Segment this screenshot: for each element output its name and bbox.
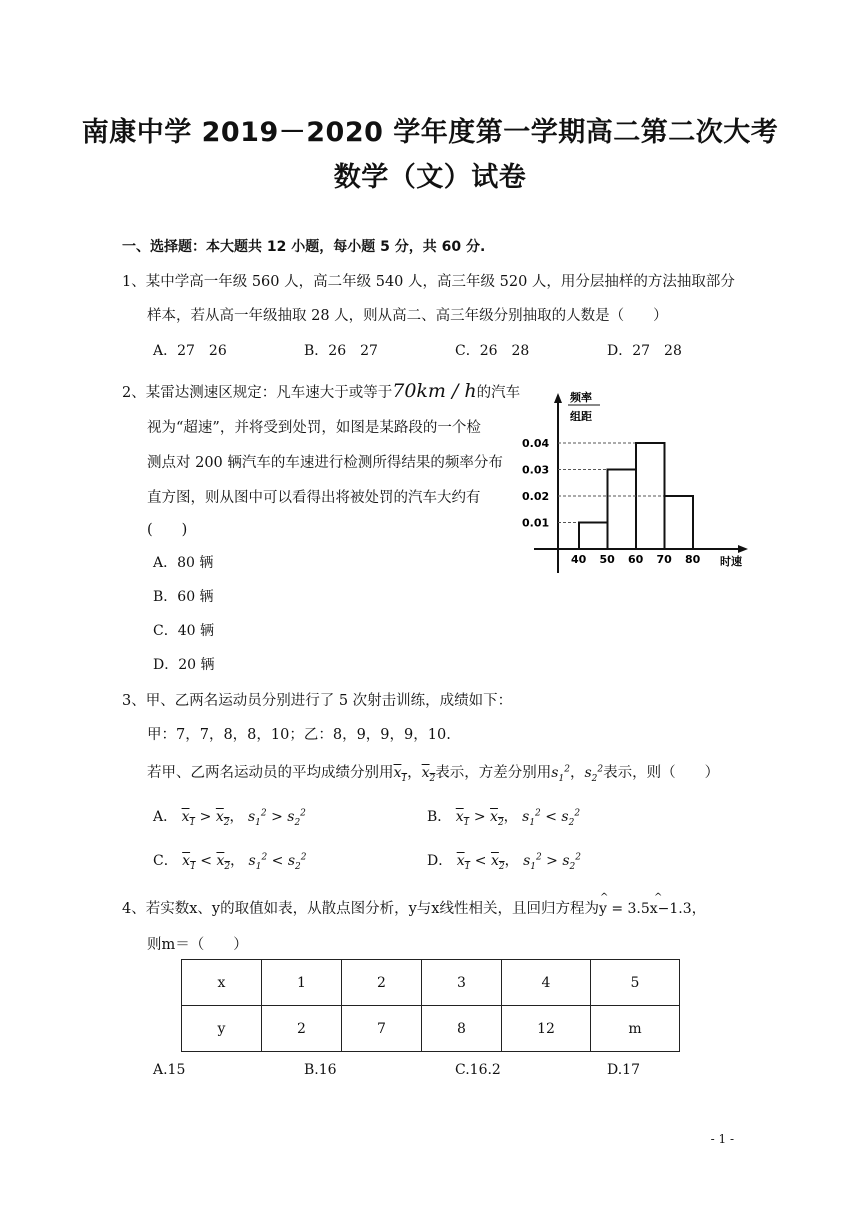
q1-option-b: B．26 27 <box>304 343 378 359</box>
q1-line1: 1、某中学高一年级 560 人，高二年级 540 人，高三年级 520 人，用分层抽样的方法抽取部分 <box>122 274 735 290</box>
table-cell: 1 <box>262 960 342 1006</box>
q3-line3-a: 若甲、乙两名运动员的平均成绩分别用 <box>147 765 394 781</box>
y-tick-label: 0.01 <box>522 516 550 530</box>
s2-sq: $s_2^2$ <box>584 764 604 784</box>
table-cell: 12 <box>502 1006 591 1052</box>
q1-option-a: A．27 26 <box>153 343 227 359</box>
chart-xlabel: 时速 <box>720 555 742 568</box>
q3-option-a: A． $x_1 > x_2$， $s_1^2 > s_2^2$ <box>153 808 306 828</box>
q4-line1-a: 4、若实数x、y的取值如表，从散点图分析，y与x线性相关，且回归方程为 <box>122 901 599 917</box>
q3-option-d: D． $x_1 < x_2$， $s_1^2 > s_2^2$ <box>427 852 582 872</box>
q4-line1-b: ， <box>691 901 707 917</box>
exam-title-line2: 数学（文）试卷 <box>333 162 527 193</box>
q2-option-d: D．20 辆 <box>153 657 215 673</box>
histogram-bar-1 <box>608 470 637 550</box>
q2-option-b: B．60 辆 <box>153 589 214 605</box>
q1-option-d: D．27 28 <box>607 343 682 359</box>
hat-x: ^ <box>653 892 663 903</box>
q3-line1: 3、甲、乙两名运动员分别进行了 5 次射击训练，成绩如下： <box>122 693 513 709</box>
histogram-bar-3 <box>665 496 694 549</box>
table-row-y <box>182 1006 680 1052</box>
q4-option-b: B.16 <box>304 1062 337 1078</box>
q3-option-b: B． $x_1 > x_2$， $s_1^2 < s_2^2$ <box>427 808 581 828</box>
x1-bar: $x_1$ <box>393 765 408 784</box>
chart-ylabel-bottom: 组距 <box>570 410 592 423</box>
q4-line2: 则m＝（ ） <box>147 937 248 953</box>
q1-line2: 样本，若从高一年级抽取 28 人，则从高二、高三年级分别抽取的人数是（ ） <box>147 308 668 324</box>
table-cell: m <box>591 1006 680 1052</box>
xy-table <box>181 959 680 1052</box>
q3-line3: 若甲、乙两名运动员的平均成绩分别用$x_1$，$x_2$表示，方差分别用$s_1^2$，$s_2^2$表示，则（ ） <box>147 764 720 784</box>
table-cell: x <box>182 960 262 1006</box>
q2-line1-b: 的汽车 <box>476 385 521 401</box>
chart-ylabel-top: 频率 <box>570 391 592 404</box>
q2-line4: 直方图，则从图中可以看得出将被处罚的汽车大约有 <box>147 490 481 506</box>
q2-line3: 测点对 200 辆汽车的车速进行检测所得结果的频率分布 <box>147 455 503 471</box>
histogram-bar-0 <box>579 523 608 550</box>
y-tick-label: 0.04 <box>522 437 550 450</box>
q2-option-c: C．40 辆 <box>153 623 214 639</box>
table-cell: 4 <box>502 960 591 1006</box>
s1-sq: $s_1^2$ <box>551 764 570 784</box>
q3-line2: 甲：7，7，8，8，10；乙：8，9，9，9，10. <box>147 727 451 743</box>
hat-y: ^ <box>599 892 609 903</box>
table-cell: 3 <box>422 960 502 1006</box>
q2-option-a: A．80 辆 <box>153 555 214 571</box>
table-cell: 7 <box>342 1006 422 1052</box>
page-number: - 1 - <box>710 1132 734 1146</box>
q3-line3-b: 表示，方差分别用 <box>435 765 552 781</box>
x-tick-label: 80 <box>685 553 701 566</box>
q2-line2: 视为“超速”，并将受到处罚，如图是某路段的一个检 <box>147 420 481 436</box>
q2-line1-a: 2、某雷达测速区规定：凡车速大于或等于 <box>122 385 393 401</box>
q2-line5: ( ) <box>147 522 188 538</box>
table-cell: 2 <box>342 960 422 1006</box>
speed-histogram <box>520 385 750 580</box>
y-tick-label: 0.02 <box>522 490 550 503</box>
table-cell: 5 <box>591 960 680 1006</box>
q1-option-c: C．26 28 <box>455 343 530 359</box>
regression-equation: y = 3.5x−1.3 ^ ^ <box>598 892 692 917</box>
table-cell: y <box>182 1006 262 1052</box>
q4-line1 <box>122 892 707 918</box>
x-tick-label: 70 <box>656 553 672 566</box>
q4-option-c: C.16.2 <box>455 1062 501 1078</box>
table-cell: 2 <box>262 1006 342 1052</box>
x-axis-arrow <box>738 545 748 553</box>
q3-line3-c: 表示，则（ ） <box>603 765 720 781</box>
section-heading: 一、选择题：本大题共 12 小题，每小题 5 分，共 60 分. <box>122 239 486 255</box>
q4-option-a: A.15 <box>153 1062 186 1078</box>
y-tick-label: 0.03 <box>522 463 550 477</box>
table-cell: 8 <box>422 1006 502 1052</box>
q2-line1 <box>122 380 520 402</box>
x2-bar: $x_2$ <box>421 765 436 784</box>
table-row-x <box>182 960 680 1006</box>
x-tick-label: 50 <box>599 553 615 566</box>
exam-title-line1: 南康中学 2019－2020 学年度第一学期高二第二次大考 <box>81 117 779 148</box>
q3-option-c: C． $x_1 < x_2$， $s_1^2 < s_2^2$ <box>153 852 307 872</box>
x-tick-label: 40 <box>571 553 587 566</box>
q2-speed: 70km / h <box>392 380 477 402</box>
x-tick-label: 60 <box>628 553 644 566</box>
q4-option-d: D.17 <box>607 1062 640 1078</box>
y-axis-arrow <box>554 393 562 403</box>
